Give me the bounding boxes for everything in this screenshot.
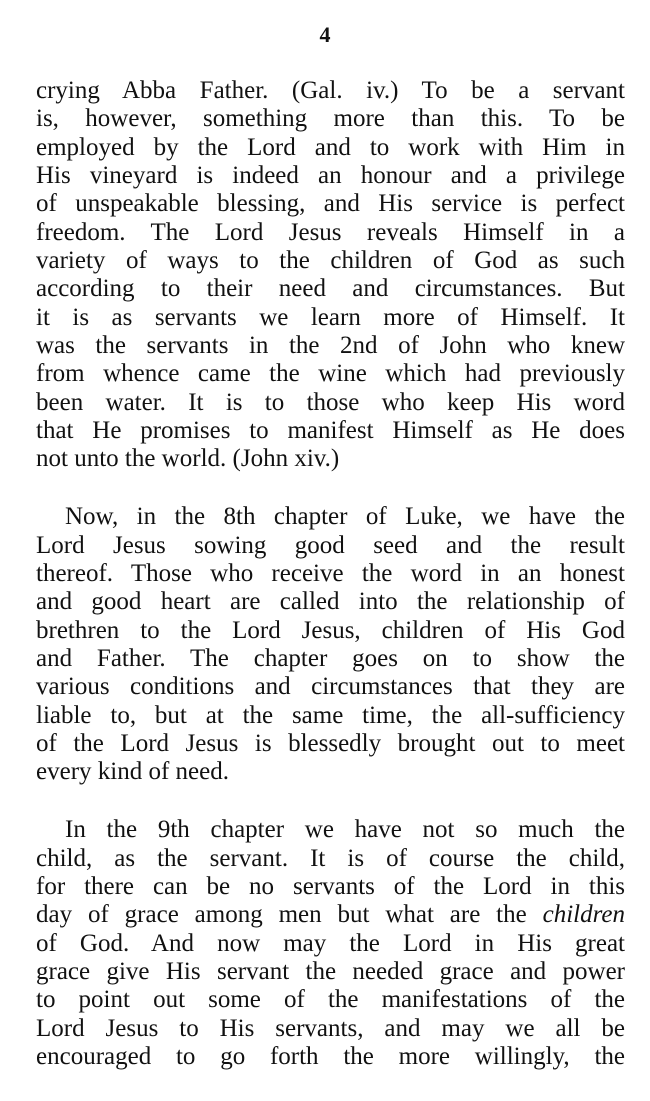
italic-text: children <box>542 901 625 929</box>
text-segment: grace give His servant the needed grace and power <box>36 957 625 985</box>
text-segment: liable to, but at the same time, the all-sufficiency <box>36 701 625 729</box>
paragraph <box>36 77 625 474</box>
text-line <box>36 901 625 929</box>
body-text <box>36 77 625 1101</box>
text-line <box>36 1015 625 1043</box>
text-line <box>36 645 625 673</box>
text-line <box>36 134 625 162</box>
text-line <box>36 560 625 588</box>
text-segment: to point out some of the manifestations of the <box>36 986 625 1014</box>
paragraph <box>36 503 625 786</box>
text-line <box>36 162 625 190</box>
text-segment: various conditions and circumstances that they are <box>36 673 625 701</box>
text-segment: crying Abba Father. (Gal. iv.) To be a servant <box>36 77 625 104</box>
text-segment: was the servants in the 2nd of John who knew <box>36 332 625 360</box>
text-line <box>36 617 625 645</box>
text-line <box>36 930 625 958</box>
text-line <box>36 702 625 730</box>
text-line <box>36 360 625 388</box>
text-line <box>36 275 625 303</box>
text-line <box>36 77 625 105</box>
text-line <box>36 958 625 986</box>
text-line <box>36 332 625 360</box>
text-segment: that He promises to manifest Himself as He does <box>36 417 625 445</box>
text-segment: Lord Jesus to His servants, and may we all be <box>36 1014 625 1042</box>
text-segment: every kind of need. <box>36 758 229 786</box>
text-line <box>36 730 625 758</box>
text-line <box>36 873 625 901</box>
text-segment: been water. It is to those who keep His word <box>36 388 625 416</box>
page-number: 4 <box>319 22 331 47</box>
text-segment: variety of ways to the children of God as such <box>36 247 625 275</box>
text-segment: is, however, something more than this. To be <box>36 105 625 133</box>
text-line <box>36 816 625 844</box>
text-segment: freedom. The Lord Jesus reveals Himself in a <box>36 218 625 246</box>
paragraph <box>36 816 625 1071</box>
text-segment: employed by the Lord and to work with Him in <box>36 133 625 161</box>
text-segment: of God. And now may the Lord in His great <box>36 929 625 957</box>
text-segment: of the Lord Jesus is blessedly brought out to meet <box>36 730 625 758</box>
text-segment: for there can be no servants of the Lord in this <box>36 872 625 900</box>
text-line <box>36 845 625 873</box>
text-segment: Now, in the 8th chapter of Luke, we have the <box>65 503 625 531</box>
text-line <box>36 503 625 531</box>
text-segment: Lord Jesus sowing good seed and the result <box>36 531 625 559</box>
text-line <box>36 758 625 786</box>
text-line <box>36 247 625 275</box>
text-line <box>36 304 625 332</box>
text-line <box>36 532 625 560</box>
text-segment: it is as servants we learn more of Himself. It <box>36 303 625 331</box>
text-segment: thereof. Those who receive the word in an honest <box>36 560 625 587</box>
text-line <box>36 673 625 701</box>
text-segment: encouraged to go forth the more willingly, the <box>36 1043 625 1070</box>
text-segment: not unto the world. (John xiv.) <box>36 445 340 473</box>
text-segment: from whence came the wine which had previously <box>36 360 625 388</box>
text-line <box>36 219 625 247</box>
text-segment: day of grace among men but what are the <box>36 901 543 929</box>
text-segment: child, as the servant. It is of course the child, <box>36 844 625 872</box>
text-segment: of unspeakable blessing, and His service is perfect <box>36 190 625 218</box>
text-line <box>36 417 625 445</box>
text-line <box>36 588 625 616</box>
text-line <box>36 105 625 133</box>
text-line <box>36 445 625 473</box>
text-segment: and Father. The chapter goes on to show the <box>36 645 625 673</box>
text-segment: and good heart are called into the relationship of <box>36 588 625 616</box>
text-segment: brethren to the Lord Jesus, children of His God <box>36 616 625 644</box>
text-line <box>36 986 625 1014</box>
text-line <box>36 1043 625 1071</box>
text-segment: In the 9th chapter we have not so much the <box>65 816 625 844</box>
text-line <box>36 389 625 417</box>
text-line <box>36 190 625 218</box>
text-segment: His vineyard is indeed an honour and a privilege <box>36 162 625 190</box>
text-segment: according to their need and circumstances. But <box>36 275 625 303</box>
